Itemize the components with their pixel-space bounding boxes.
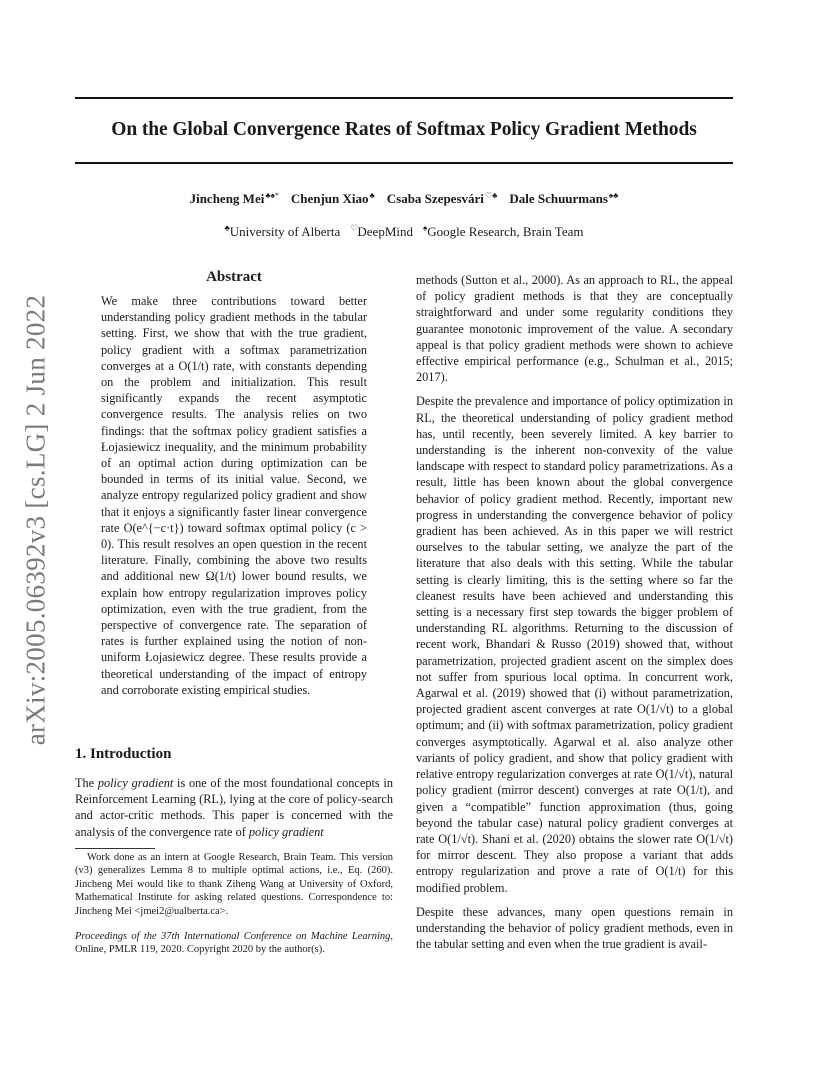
author-name: Chenjun Xiao♣ [290,191,375,207]
affiliation-mark: ♠ [423,224,428,233]
affiliation-name: University of Alberta [229,224,341,240]
affiliation [423,224,584,239]
author-name: Csaba Szepesvári♡♣ [386,191,498,207]
affiliation-mark: ♡ [350,224,358,233]
affiliation [224,224,340,239]
author-affiliation-marks: ♣ [369,191,375,200]
right-column [416,272,733,960]
affiliation-name: DeepMind [357,224,413,240]
abstract-body: We make three contributions toward better understanding policy gradient methods in the tabular setting. First, we show that with the true gradient, policy gradient with a softmax parametrization converges at a O(1/t) rate, with constants depending on the problem and initialization. This result significantly expands the recent asymptotic convergence results. The analysis relies on two findings: that the softmax policy gradient satisfies a Łojasiewicz inequality, and the minimum probability of an optimal action during optimization can be bounded in terms of its initial value. Second, we analyze entropy regularized policy gradient and show that it enjoys a significantly faster linear convergence rate O(e^{−c·t}) toward softmax optimal policy (c > 0). This result resolves an open question in the recent literature. Finally, combining the above two results and additional new Ω(1/t) lower bound results, we explain how entropy regularization improves policy optimization, even with the true gradient, from the perspective of convergence rate. The separation of rates is further explained using the notion of non-uniform Łojasiewicz degree. These results provide a theoretical understanding of the impact of entropy and corroborate existing empirical studies. [101,294,367,697]
author-affiliation-marks: ♠♣ [608,191,619,200]
intro-text-part: is one of the most foundational concepts in Reinforcement Learning (RL), lying at the core of policy-search and actor-critic methods. This paper is concerned with the analysis of the convergence rate of [75,776,393,839]
intro-term-policy-gradient: policy gradient [97,776,174,790]
footnote: Work done as an intern at Google Research, Brain Team. This version (v3) generalizes Lemma 8 to multiple optimal actions, i.e., Eq. (260). Jincheng Mei would like to thank Ziheng Wang at University of Oxford, Mathematical Institute for asking related questions. Correspondence to: Jincheng Mei <jmei2@ualberta.ca>. [75,852,393,917]
title-bottom-rule [75,162,733,164]
intro-text-part: The [75,776,98,790]
right-paragraph-1: methods (Sutton et al., 2000). As an approach to RL, the appeal of policy gradient methods is that they are conceptually straightforward and under some regularity conditions they guarantee monotonic improvement of the value. A secondary appeal is that policy gradient methods were shown to achieve effective empirical performance (e.g., Schulman et al., 2015; 2017). [416,273,733,385]
proceedings-note [75,930,393,957]
paper-title: On the Global Convergence Rates of Softmax Policy Gradient Methods [111,119,697,140]
author-name: Dale Schuurmans♠♣ [509,191,619,207]
proceedings-venue: Proceedings of the 37th International Conference on Machine Learning [75,931,391,942]
proceedings-copyright: , Online, PMLR 119, 2020. Copyright 2020 by the author(s). [75,931,393,956]
intro-term-policy-gradient-2: policy gradient [248,824,324,839]
author-affiliation-marks: ♡♣ [484,191,498,200]
author-affiliation-marks: ♣♠* [265,191,279,200]
abstract-heading: Abstract [206,269,262,285]
footnote-rule [75,848,155,849]
right-paragraph-3: Despite these advances, many open questions remain in understanding the behavior of policy gradient methods, even in the tabular setting and even when the true gradient is avail- [416,904,733,952]
arxiv-stamp: arXiv:2005.06392v3 [cs.LG] 2 Jun 2022 [20,294,51,746]
affiliation-name: Google Research, Brain Team [427,224,584,240]
introduction-heading: 1. Introduction [75,746,172,762]
title-top-rule [75,97,733,99]
affiliation-mark: ♣ [224,224,230,233]
author-name: Jincheng Mei♣♠* [189,191,279,207]
introduction-paragraph [75,775,393,840]
author-list [75,191,733,207]
right-paragraph-2: Despite the prevalence and importance of policy optimization in RL, the theoretical understanding of policy gradient method has, until recently, been severely limited. A key barrier to understanding is the inherent non-convexity of the value landscape with respect to standard policy parametrizations. As a result, little has been known about the global convergence behavior of policy gradient method. Recently, important new progress in understanding the convergence behavior of policy gradient has been achieved. As in this paper we will restrict ourselves to the tabular setting, we analyze the part of the literature that also deals with this setting. While the tabular setting is clearly limiting, this is the setting where so far the cleanest results have been achieved and understanding this setting is a necessary first step towards the bigger problem of understanding RL algorithms. Returning to the discussion of recent work, Bhandari & Russo (2019) showed that, without parametrization, projected gradient ascent on the simplex does not suffer from spurious local optima. In concurrent work, Agarwal et al. (2019) showed that (i) without parametrization, projected gradient ascent converges at rate O(1/√t) to a global optimum; and (ii) with softmax parametrization, policy gradient converges asymptotically. Agarwal et al. also analyze other variants of policy gradient, and show that policy gradient with relative entropy regularization converges at rate O(1/√t), natural policy gradient (mirror descent) converges at rate O(1/t), and given a “compatible” function approximation (thus, going beyond the tabular case) natural policy gradient converges at rate O(1/√t). Shani et al. (2020) obtains the slower rate O(1/√t) for mirror descent. They also propose a variant that adds entropy regularization and prove a rate of O(1/t) for this modified problem. [416,394,733,895]
affiliation-list [75,224,733,240]
affiliation [350,224,413,239]
